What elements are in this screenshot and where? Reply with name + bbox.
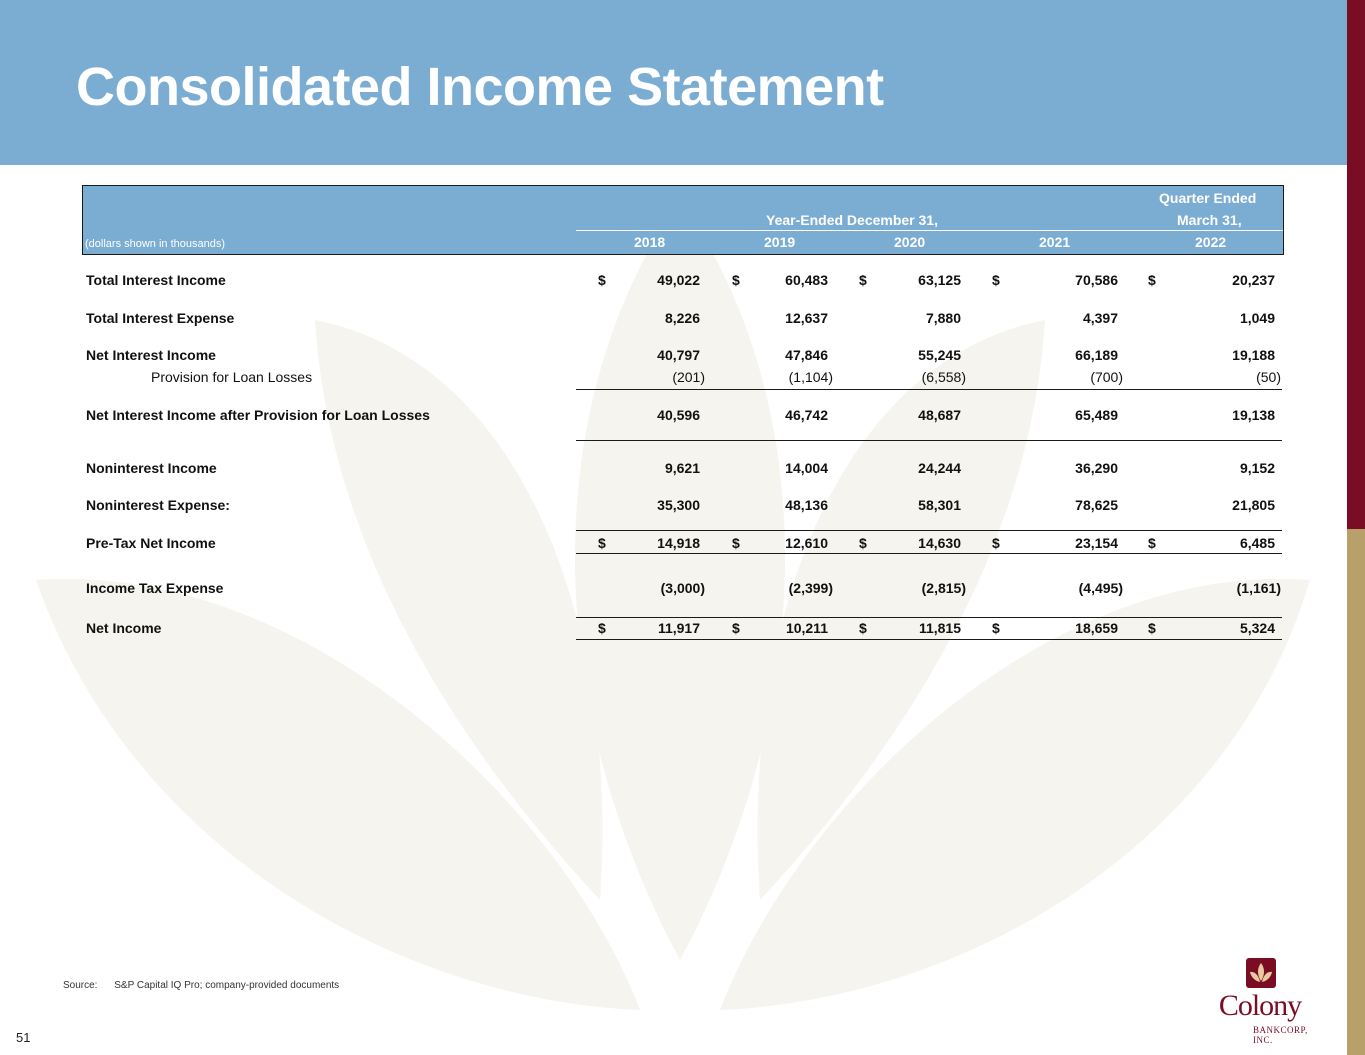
currency-symbol: $ (992, 620, 1000, 636)
year-2018: 2018 (634, 234, 666, 250)
year-2022: 2022 (1195, 234, 1227, 250)
currency-symbol: $ (1148, 535, 1156, 551)
value-2018: 40,596 (657, 407, 700, 423)
value-2020: 63,125 (918, 272, 961, 288)
table-row (0, 460, 1345, 480)
units-note: (dollars shown in thousands) (85, 238, 226, 250)
value-2021: 66,189 (1075, 347, 1118, 363)
currency-symbol: $ (598, 535, 606, 551)
table-row (0, 369, 1345, 389)
value-2021: 18,659 (1075, 620, 1118, 636)
value-2021: 4,397 (1082, 310, 1118, 326)
row-label: Noninterest Income (86, 460, 217, 476)
value-2020: 48,687 (918, 407, 961, 423)
page-title: Consolidated Income Statement (76, 57, 884, 117)
value-2018: 49,022 (657, 272, 700, 288)
row-label: Noninterest Expense: (86, 497, 230, 513)
table-header (82, 185, 1284, 255)
row-label: Income Tax Expense (86, 580, 224, 596)
currency-symbol: $ (598, 620, 606, 636)
value-2020: 7,880 (925, 310, 961, 326)
currency-symbol: $ (859, 272, 867, 288)
value-2019: 46,742 (785, 407, 828, 423)
table-row (0, 272, 1345, 292)
value-2022: 6,485 (1239, 535, 1275, 551)
value-2018: 14,918 (657, 535, 700, 551)
table-row (0, 347, 1345, 367)
value-2022: 19,138 (1232, 407, 1275, 423)
value-2020: 55,245 (918, 347, 961, 363)
subtotal-rule (576, 389, 1282, 390)
currency-symbol: $ (732, 272, 740, 288)
value-2018: 35,300 (657, 497, 700, 513)
row-label: Provision for Loan Losses (151, 369, 313, 385)
value-2019: 60,483 (785, 272, 828, 288)
company-logo (1195, 955, 1325, 1045)
year-2020: 2020 (894, 234, 926, 250)
value-2020: 11,815 (918, 620, 961, 636)
value-2020: 24,244 (918, 460, 961, 476)
currency-symbol: $ (1148, 620, 1156, 636)
value-2019: 10,211 (785, 620, 828, 636)
row-label: Pre-Tax Net Income (86, 535, 216, 551)
value-2022: (50) (1256, 369, 1281, 385)
currency-symbol: $ (992, 535, 1000, 551)
currency-symbol: $ (859, 535, 867, 551)
currency-symbol: $ (732, 535, 740, 551)
value-2018: 11,917 (657, 620, 700, 636)
row-label: Net Income (86, 620, 162, 636)
value-2021: 36,290 (1075, 460, 1118, 476)
value-2018: 9,621 (664, 460, 700, 476)
source-text: S&P Capital IQ Pro; company-provided documents (114, 980, 340, 991)
value-2020: (6,558) (921, 369, 966, 385)
table-row (0, 497, 1345, 517)
value-2019: (1,104) (788, 369, 833, 385)
quarter-label-line2: March 31, (1177, 212, 1242, 228)
subtotal-rule (576, 617, 1282, 618)
subtotal-rule (576, 530, 1282, 531)
value-2021: 65,489 (1075, 407, 1118, 423)
source-note (63, 980, 339, 991)
value-2018: 8,226 (664, 310, 700, 326)
source-label: Source: (63, 980, 98, 991)
value-2019: (2,399) (788, 580, 833, 596)
value-2020: 14,630 (918, 535, 961, 551)
table-row (0, 535, 1345, 555)
value-2022: (1,161) (1236, 580, 1281, 596)
header-divider (576, 230, 1283, 231)
value-2018: (3,000) (660, 580, 705, 596)
row-label: Net Interest Income (86, 347, 216, 363)
total-rule (576, 553, 1282, 554)
quarter-label-line1: Quarter Ended (1159, 190, 1257, 206)
value-2018: (201) (672, 369, 705, 385)
currency-symbol: $ (1148, 272, 1156, 288)
value-2022: 21,805 (1232, 497, 1275, 513)
total-rule (576, 639, 1282, 640)
year-group-label: Year-Ended December 31, (766, 212, 938, 228)
logo-wordmark: Colony (1218, 989, 1302, 1022)
side-accent-maroon (1347, 0, 1365, 529)
side-accent-gold (1347, 529, 1365, 1055)
value-2020: (2,815) (921, 580, 966, 596)
value-2019: 47,846 (785, 347, 828, 363)
logo-subtitle: BANKCORP, INC. (1253, 1025, 1308, 1045)
value-2019: 48,136 (785, 497, 828, 513)
value-2019: 12,637 (785, 310, 828, 326)
table-row (0, 310, 1345, 330)
row-label: Net Interest Income after Provision for Loan Losses (86, 407, 430, 423)
section-rule (576, 440, 1282, 441)
value-2022: 9,152 (1239, 460, 1275, 476)
year-2021: 2021 (1039, 234, 1071, 250)
value-2021: 23,154 (1075, 535, 1118, 551)
currency-symbol: $ (598, 272, 606, 288)
page-number: 51 (16, 1030, 31, 1045)
table-row (0, 580, 1345, 600)
value-2021: 70,586 (1075, 272, 1118, 288)
row-label: Total Interest Income (86, 272, 226, 288)
value-2020: 58,301 (918, 497, 961, 513)
value-2022: 5,324 (1239, 620, 1275, 636)
lotus-emblem-icon (1245, 955, 1277, 989)
table-row (0, 620, 1345, 640)
year-2019: 2019 (764, 234, 796, 250)
title-banner (0, 0, 1347, 165)
value-2021: (700) (1090, 369, 1123, 385)
table-row (0, 407, 1345, 427)
row-label: Total Interest Expense (86, 310, 235, 326)
value-2019: 12,610 (785, 535, 828, 551)
value-2021: (4,495) (1078, 580, 1123, 596)
value-2022: 19,188 (1232, 347, 1275, 363)
currency-symbol: $ (732, 620, 740, 636)
value-2019: 14,004 (785, 460, 828, 476)
currency-symbol: $ (992, 272, 1000, 288)
value-2021: 78,625 (1075, 497, 1118, 513)
value-2022: 1,049 (1239, 310, 1275, 326)
value-2022: 20,237 (1232, 272, 1275, 288)
currency-symbol: $ (859, 620, 867, 636)
value-2018: 40,797 (657, 347, 700, 363)
